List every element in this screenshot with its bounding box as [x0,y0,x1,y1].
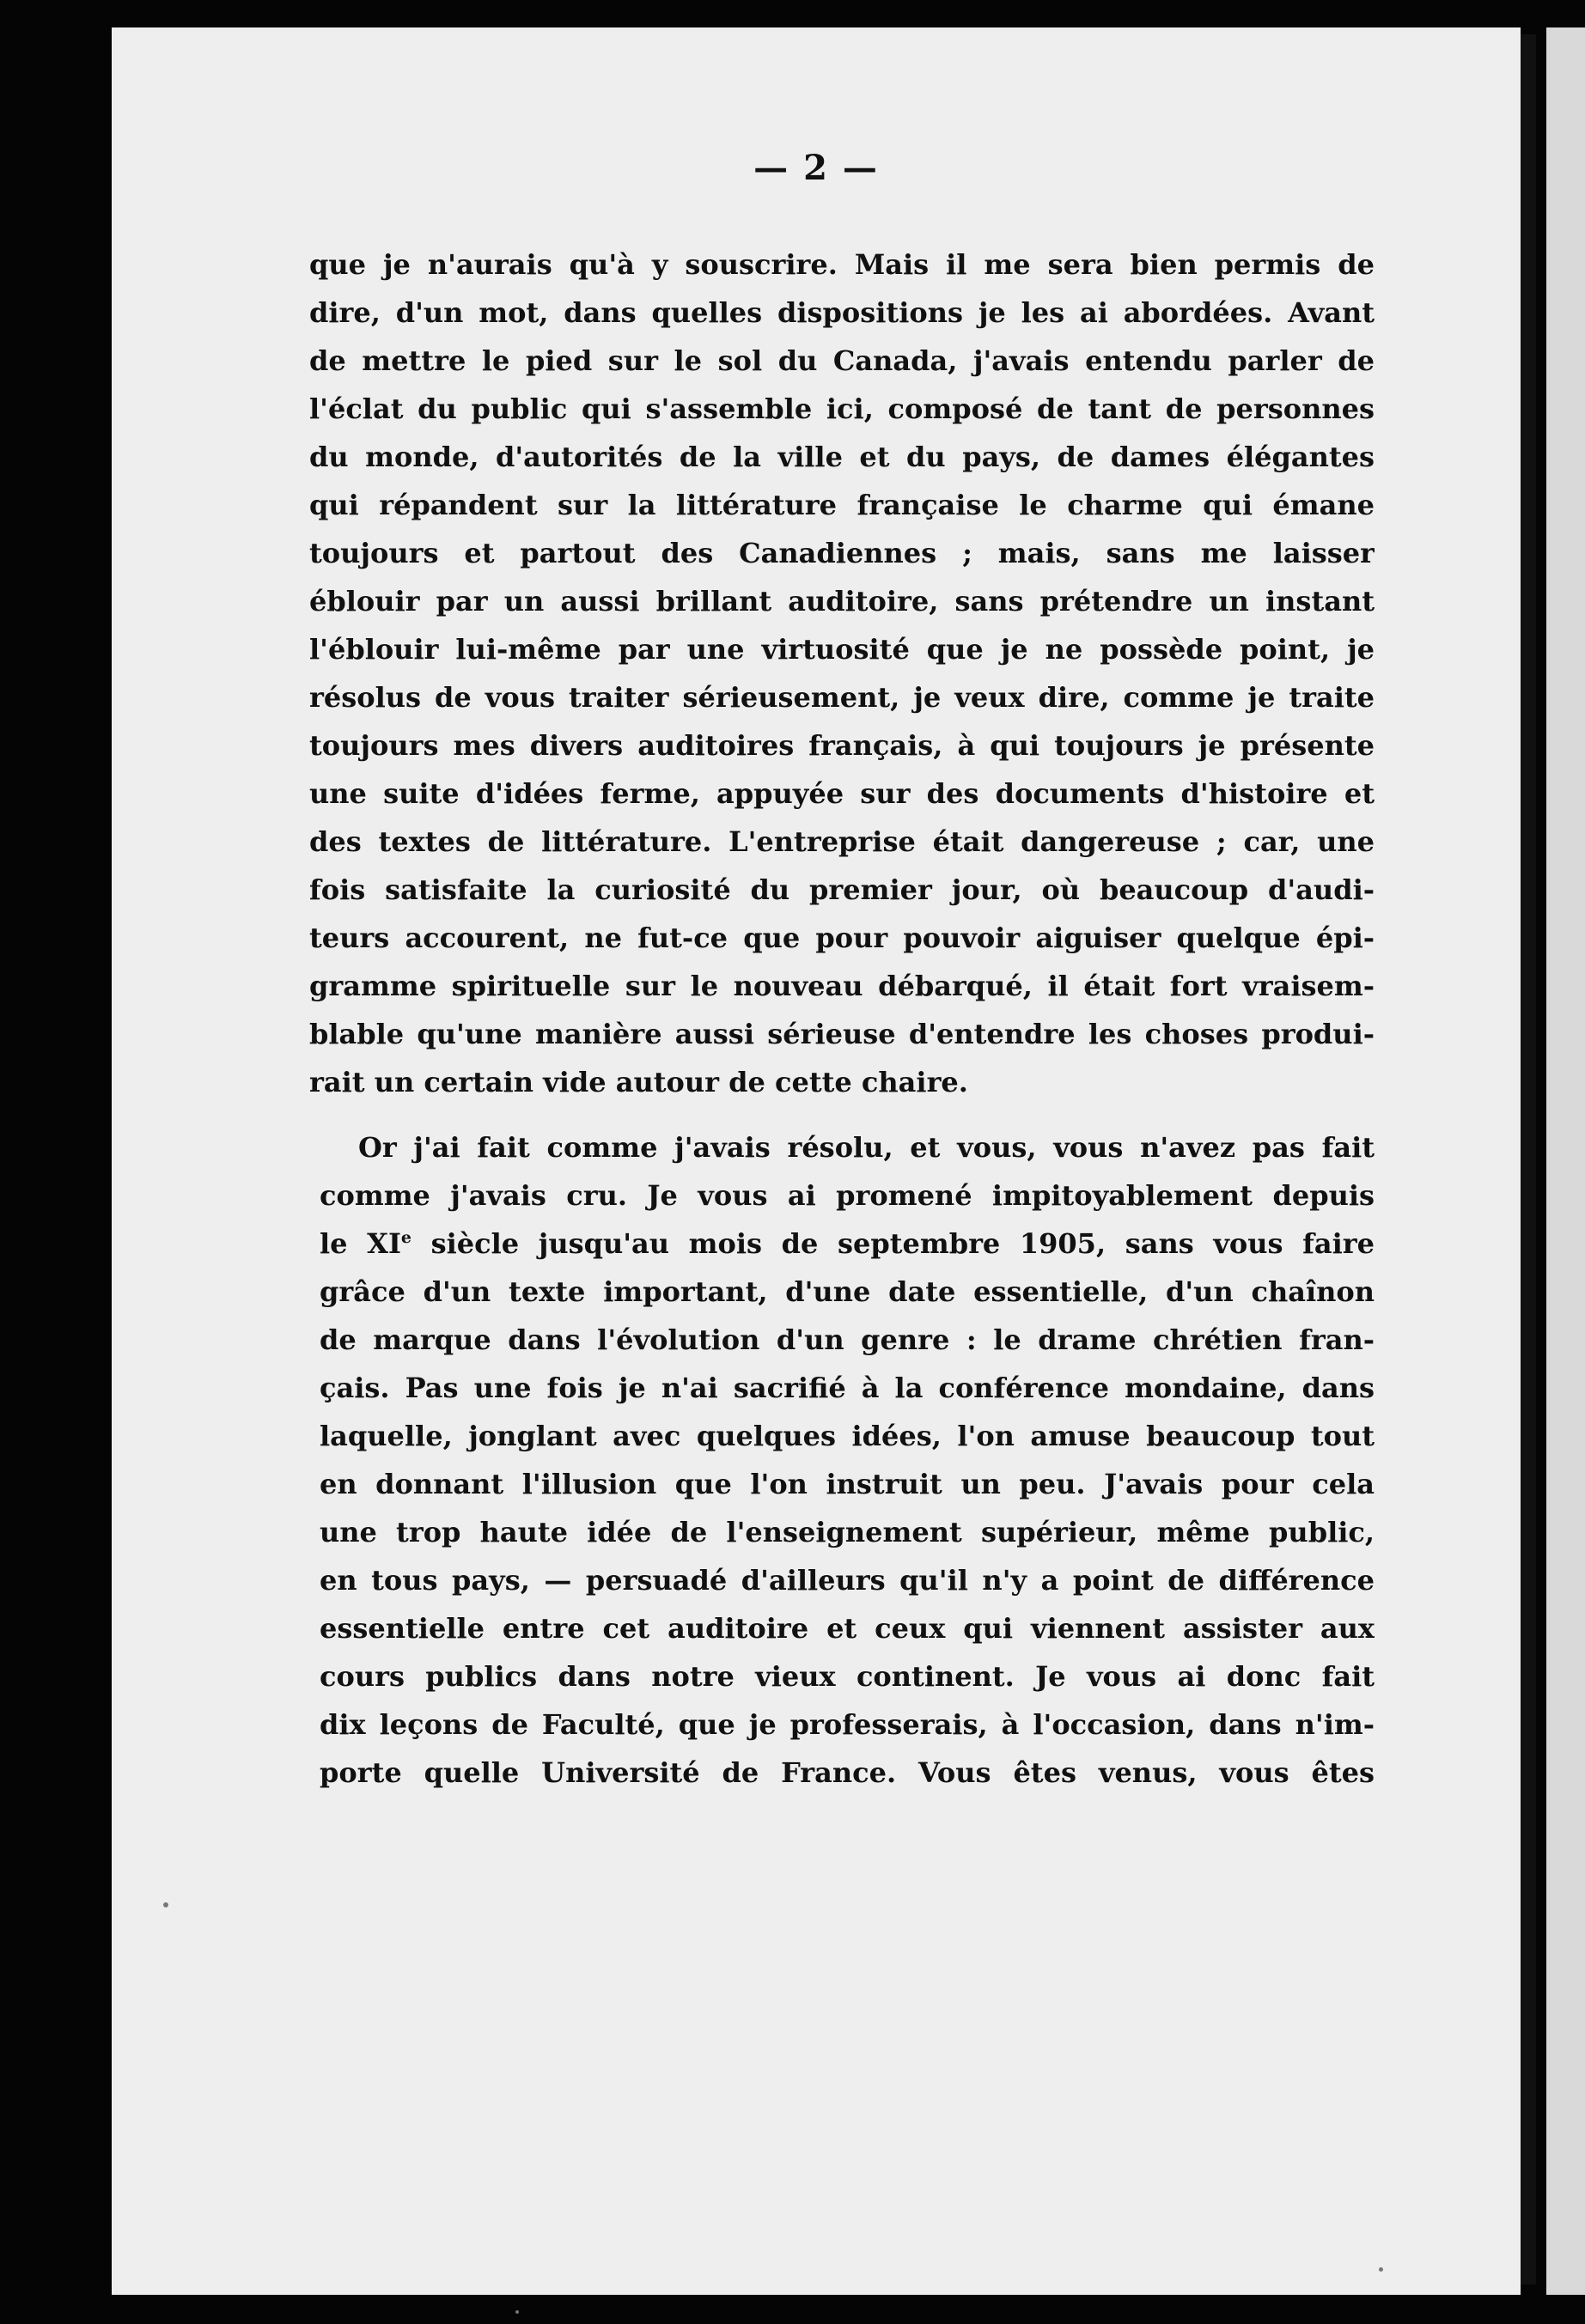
text-line: qui répandent sur la littérature française le charme qui émane [309,489,1375,521]
scan-speck [163,1902,168,1907]
superscript: e [400,1228,412,1247]
text-line: l'éblouir lui-même par une virtuosité que je ne possède point, je [309,633,1375,666]
text-line: une trop haute idée de l'enseignement supérieur, même public, [320,1516,1375,1548]
text-line: grâce d'un texte important, d'une date essentielle, d'un chaînon [320,1275,1375,1308]
text-line: porte quelle Université de France. Vous êtes venus, vous êtes [320,1756,1375,1789]
text-fragment: le XI [320,1227,401,1260]
text-line: une suite d'idées ferme, appuyée sur des documents d'histoire et [309,777,1375,810]
text-line: en tous pays, — persuadé d'ailleurs qu'il n'y a point de différence [320,1564,1375,1597]
text-line: de marque dans l'évolution d'un genre : le drame chrétien fran- [320,1323,1375,1356]
scan-speck [515,2310,519,2314]
next-page-edge [1546,27,1585,2295]
paragraph-1 [309,240,1375,1106]
text-line: gramme spirituelle sur le nouveau débarqué, il était fort vraisem- [309,970,1375,1002]
text-line: fois satisfaite la curiosité du premier jour, où beaucoup d'audi- [309,873,1375,906]
text-line: toujours et partout des Canadiennes ; mais, sans me laisser [309,537,1375,569]
text-line: en donnant l'illusion que l'on instruit un peu. J'avais pour cela [320,1468,1375,1500]
text-line: de mettre le pied sur le sol du Canada, j'avais entendu parler de [309,344,1375,377]
text-line: du monde, d'autorités de la ville et du pays, de dames élégantes [309,441,1375,473]
text-line: teurs accourent, ne fut-ce que pour pouvoir aiguiser quelque épi- [309,922,1375,954]
body-text [309,240,1375,1797]
text-line: l'éclat du public qui s'assemble ici, composé de tant de personnes [309,392,1375,425]
text-line: rait un certain vide autour de cette chaire. [309,1066,968,1098]
text-line [320,1220,1375,1268]
paragraph-2 [320,1123,1375,1797]
text-line: çais. Pas une fois je n'ai sacrifié à la conférence mondaine, dans [320,1372,1375,1404]
text-line: résolus de vous traiter sérieusement, je veux dire, comme je traite [309,681,1375,714]
text-line: essentielle entre cet auditoire et ceux qui viennent assister aux [320,1612,1375,1645]
page-edge-shadow [1521,34,1536,2284]
text-fragment: siècle jusqu'au mois de septembre 1905, sans vous faire [411,1227,1375,1260]
text-line: blable qu'une manière aussi sérieuse d'entendre les choses produi- [309,1018,1375,1050]
text-line: éblouir par un aussi brillant auditoire, sans prétendre un instant [309,585,1375,618]
text-line: laquelle, jonglant avec quelques idées, l'on amuse beaucoup tout [320,1420,1375,1452]
page-number: — 2 — [753,148,879,188]
text-line: dire, d'un mot, dans quelles dispositions je les ai abordées. Avant [309,296,1375,329]
text-line: toujours mes divers auditoires français, à qui toujours je présente [309,729,1375,762]
text-line: que je n'aurais qu'à y souscrire. Mais il me sera bien permis de [309,248,1375,281]
text-line: Or j'ai fait comme j'avais résolu, et vous, vous n'avez pas fait [358,1131,1375,1164]
text-line: dix leçons de Faculté, que je professerais, à l'occasion, dans n'im- [320,1708,1375,1741]
scan-speck [1379,2267,1383,2272]
text-line: des textes de littérature. L'entreprise était dangereuse ; car, une [309,825,1375,858]
text-line: comme j'avais cru. Je vous ai promené impitoyablement depuis [320,1179,1375,1212]
text-line: cours publics dans notre vieux continent. Je vous ai donc fait [320,1660,1375,1693]
